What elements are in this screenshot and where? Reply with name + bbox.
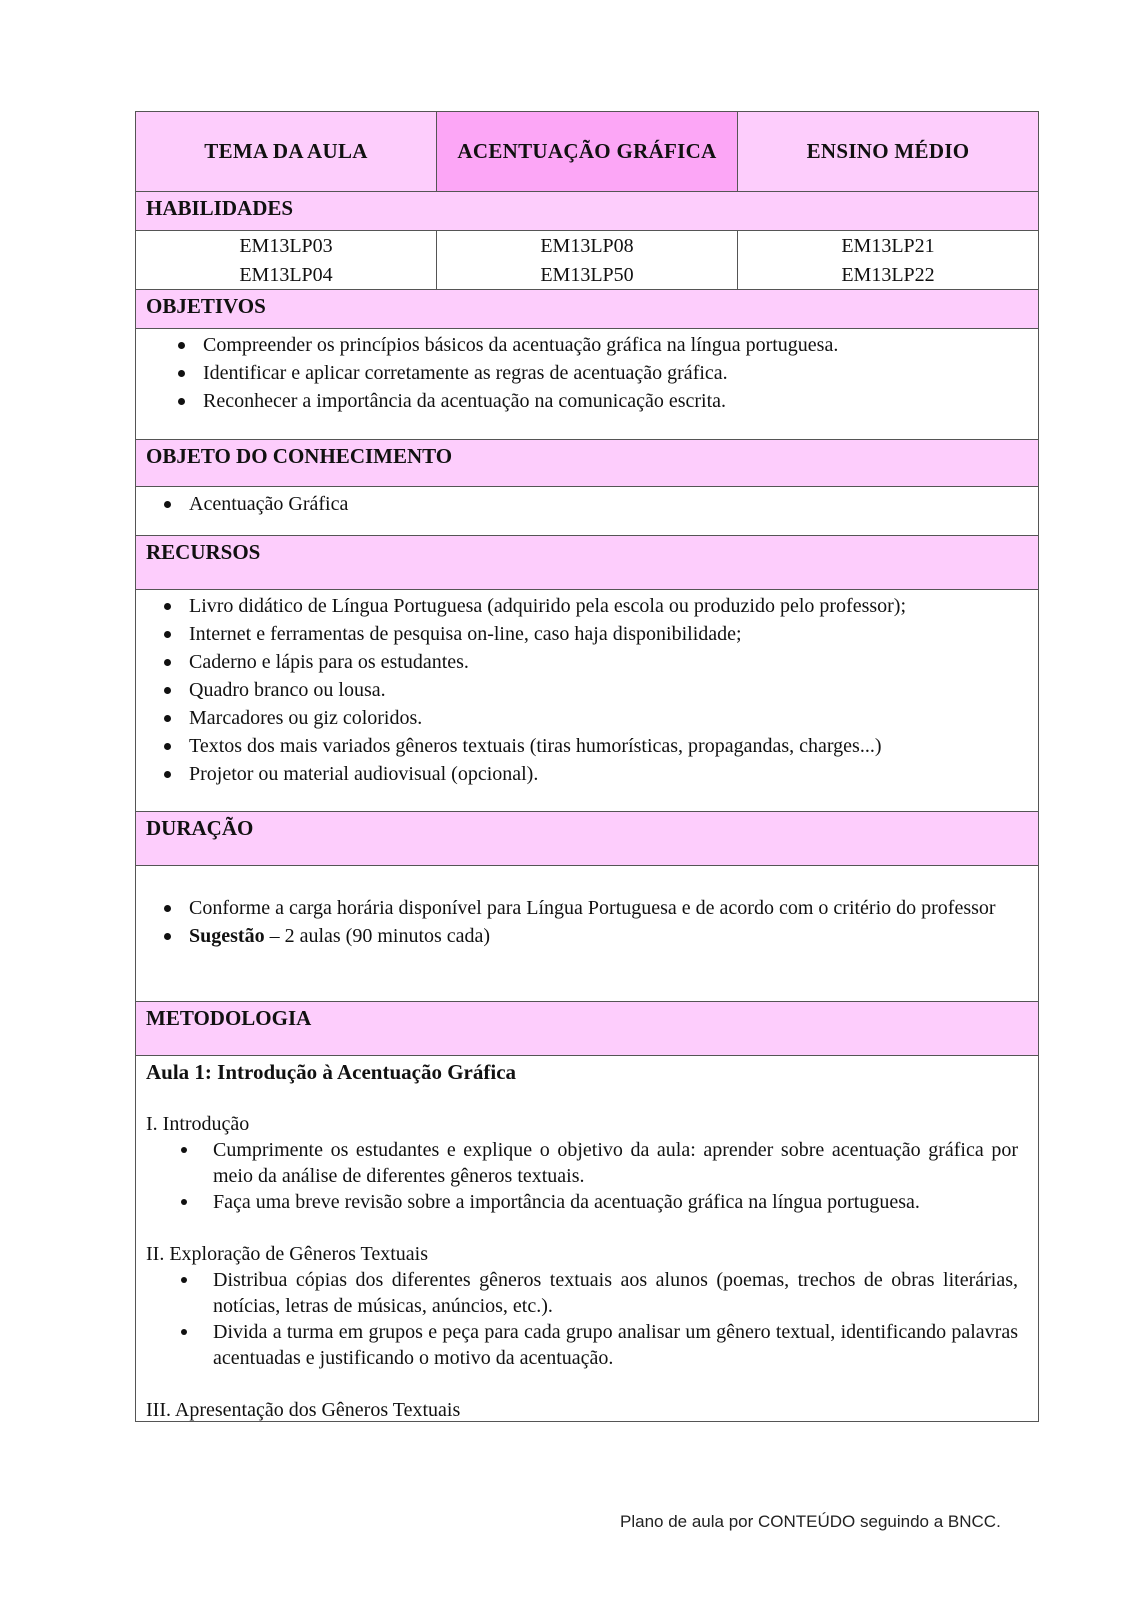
page-footer: Plano de aula por CONTEÚDO seguindo a BNCC. (620, 1512, 1001, 1531)
objetivos-body (136, 328, 1038, 439)
list-item: Divida a turma em grupos e peça para cada grupo analisar um gênero textual, identificando palavras acentuadas e justificando o motivo da acentuação. (146, 1319, 1018, 1371)
tema-value: ACENTUAÇÃO GRÁFICA (436, 112, 737, 191)
duracao-heading: DURAÇÃO (136, 811, 1038, 865)
list-item: Conforme a carga horária disponível para Língua Portuguesa e de acordo com o critério do professor (136, 894, 1028, 922)
duracao-body (136, 865, 1038, 1001)
list-item: Quadro branco ou lousa. (136, 676, 1038, 704)
skill-code: EM13LP21 (841, 235, 935, 257)
list-item: Marcadores ou giz coloridos. (136, 704, 1038, 732)
recursos-heading: RECURSOS (136, 535, 1038, 589)
tema-label: TEMA DA AULA (204, 139, 368, 163)
list-item: Distribua cópias dos diferentes gêneros textuais aos alunos (poemas, trechos de obras literárias, notícias, letras de músicas, anúncios, etc.). (146, 1267, 1018, 1319)
metodologia-heading: METODOLOGIA (136, 1001, 1038, 1055)
section-title: I. Introdução (146, 1113, 250, 1135)
skill-code: EM13LP04 (239, 264, 333, 286)
nivel-ensino: ENSINO MÉDIO (737, 112, 1038, 191)
list-item: Acentuação Gráfica (136, 490, 1038, 518)
list-item: Identificar e aplicar corretamente as regras de acentuação gráfica. (136, 359, 1038, 387)
habilidades-codes (136, 230, 1038, 289)
section-title: II. Exploração de Gêneros Textuais (146, 1243, 429, 1265)
list-item: Projetor ou material audiovisual (opcional). (136, 760, 1038, 788)
objetivos-heading: OBJETIVOS (136, 289, 1038, 328)
duracao-list (136, 894, 1038, 950)
habilidades-col-1 (136, 231, 436, 289)
list-item: Caderno e lápis para os estudantes. (136, 648, 1038, 676)
list-item: Compreender os princípios básicos da acentuação gráfica na língua portuguesa. (136, 331, 1038, 359)
skill-code: EM13LP08 (540, 235, 634, 257)
recursos-body (136, 589, 1038, 811)
list-item: Textos dos mais variados gêneros textuais (tiras humorísticas, propagandas, charges...) (136, 732, 1038, 760)
skill-code: EM13LP03 (239, 235, 333, 257)
list-item (136, 922, 1028, 950)
lesson-plan-table (135, 111, 1039, 1422)
objeto-body (136, 486, 1038, 535)
skill-code: EM13LP50 (540, 264, 634, 286)
habilidades-col-3 (737, 231, 1038, 289)
objeto-heading: OBJETO DO CONHECIMENTO (136, 439, 1038, 486)
introducao-list (146, 1137, 1028, 1215)
aula-title: Aula 1: Introdução à Acentuação Gráfica (146, 1060, 517, 1084)
habilidades-heading: HABILIDADES (136, 191, 1038, 230)
habilidades-col-2 (436, 231, 737, 289)
metodologia-body (136, 1055, 1038, 1421)
sugestao-label: Sugestão (189, 925, 265, 947)
recursos-list (136, 592, 1038, 788)
list-item: Livro didático de Língua Portuguesa (adquirido pela escola ou produzido pelo professor); (136, 592, 1038, 620)
skill-code: EM13LP22 (841, 264, 935, 286)
section-title: III. Apresentação dos Gêneros Textuais (146, 1399, 461, 1421)
objeto-list (136, 490, 1038, 518)
exploracao-list (146, 1267, 1028, 1371)
list-item: Internet e ferramentas de pesquisa on-line, caso haja disponibilidade; (136, 620, 1038, 648)
list-item: Reconhecer a importância da acentuação na comunicação escrita. (136, 387, 1038, 415)
list-item: Faça uma breve revisão sobre a importância da acentuação gráfica na língua portuguesa. (146, 1189, 1018, 1215)
objetivos-list (136, 331, 1038, 415)
list-item: Cumprimente os estudantes e explique o objetivo da aula: aprender sobre acentuação gráfica por meio da análise de diferentes gêneros textuais. (146, 1137, 1018, 1189)
header-row (136, 112, 1038, 191)
sugestao-value: – 2 aulas (90 minutos cada) (264, 925, 491, 947)
